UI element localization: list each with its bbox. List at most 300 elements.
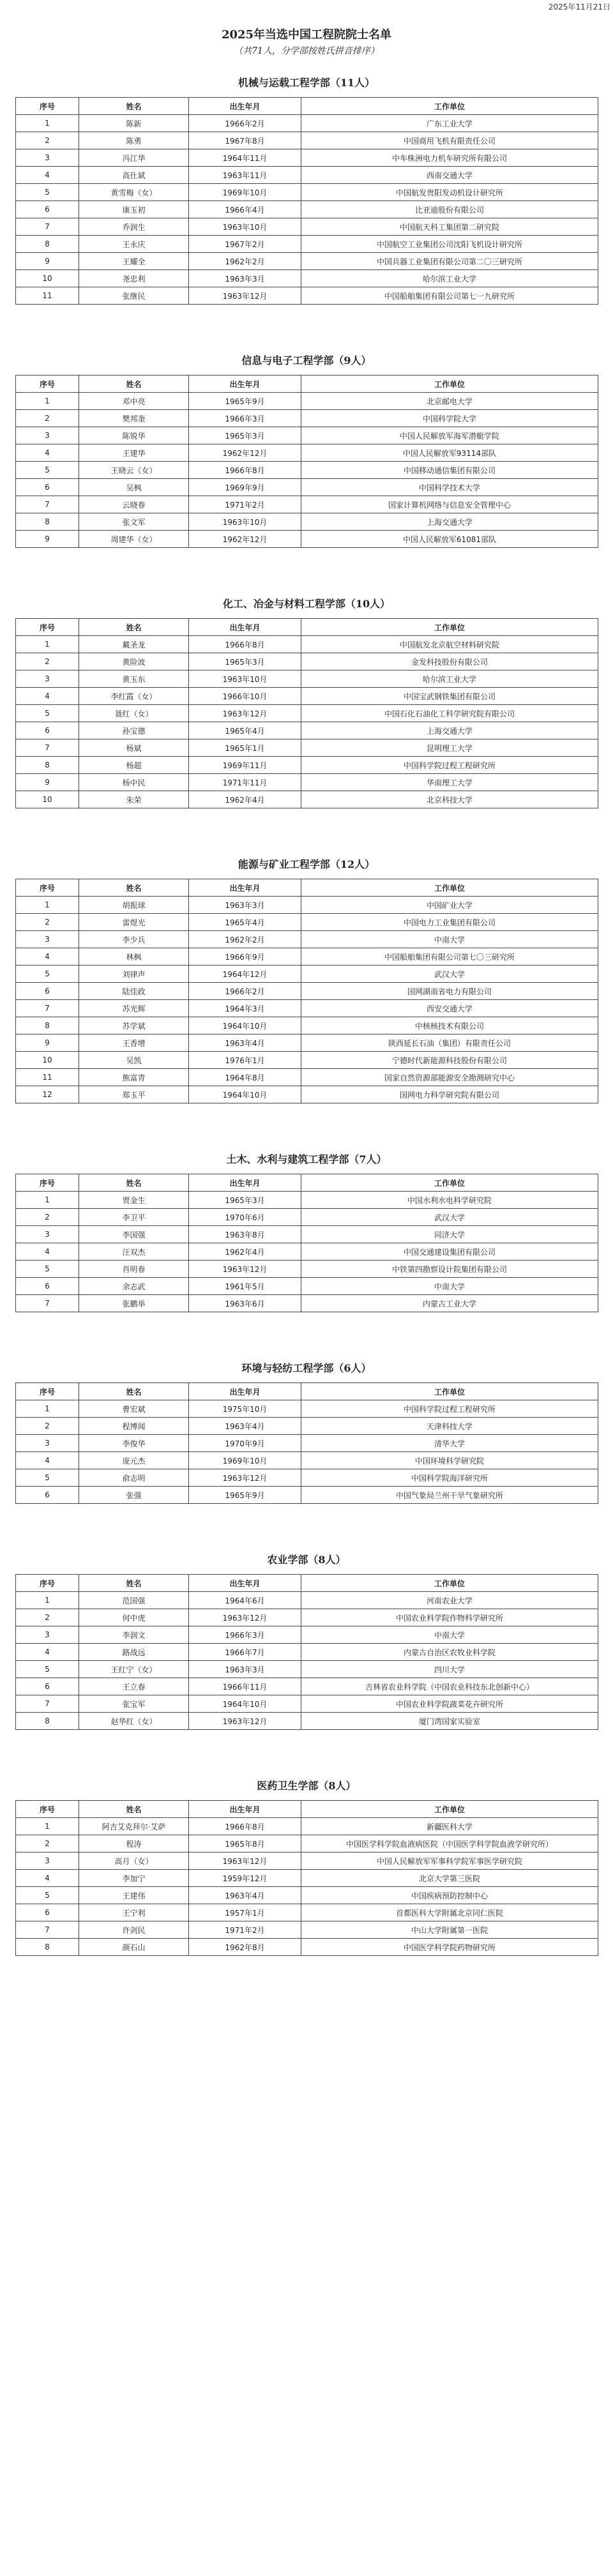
- cell-employer: 天津科技大学: [301, 1418, 598, 1435]
- cell-index: 4: [16, 1644, 79, 1661]
- table-row: [16, 1086, 598, 1103]
- cell-name: 张鹏举: [79, 1295, 189, 1312]
- cell-employer: 中国石化石油化工科学研究院有限公司: [301, 705, 598, 722]
- cell-index: 1: [16, 636, 79, 653]
- table-row: [16, 1435, 598, 1452]
- cell-birth: 1963年10月: [189, 671, 301, 688]
- table-row: [16, 1695, 598, 1713]
- cell-name: 王香增: [79, 1034, 189, 1052]
- table-row: [16, 236, 598, 253]
- cell-name: 李卫平: [79, 1209, 189, 1226]
- cell-index: 6: [16, 722, 79, 739]
- cell-index: 7: [16, 739, 79, 757]
- cell-index: 7: [16, 496, 79, 513]
- section-title: 环境与轻纺工程学部（6人）: [241, 1362, 372, 1374]
- cell-name: 刘律声: [79, 966, 189, 983]
- cell-name: 孙宝德: [79, 722, 189, 739]
- cell-name: 王建伟: [79, 1887, 189, 1904]
- header-employer: 工作单位: [301, 1801, 598, 1818]
- header-birth: 出生年月: [189, 375, 301, 393]
- cell-employer: 中南大学: [301, 1626, 598, 1644]
- cell-birth: 1963年12月: [189, 1713, 301, 1730]
- cell-name: 尧忠利: [79, 270, 189, 287]
- cell-employer: 中国人民解放军军事科学院军事医学研究院: [301, 1852, 598, 1870]
- cell-employer: 中国农业科学院作物科学研究所: [301, 1609, 598, 1626]
- cell-employer: 中铁第四勘察设计院集团有限公司: [301, 1261, 598, 1278]
- table-row: [16, 671, 598, 688]
- cell-employer: 西南交通大学: [301, 167, 598, 184]
- cell-birth: 1963年12月: [189, 1609, 301, 1626]
- cell-index: 12: [16, 1086, 79, 1103]
- cell-name: 李俊华: [79, 1435, 189, 1452]
- header-employer: 工作单位: [301, 879, 598, 897]
- cell-employer: 中国人民解放军93114部队: [301, 444, 598, 462]
- cell-birth: 1959年12月: [189, 1870, 301, 1887]
- table-row: [16, 531, 598, 548]
- cell-birth: 1963年3月: [189, 270, 301, 287]
- section-title: 能源与矿业工程学部（12人）: [238, 858, 375, 870]
- cell-birth: 1975年10月: [189, 1400, 301, 1418]
- cell-birth: 1962年8月: [189, 1939, 301, 1956]
- cell-employer: 中国宝武钢铁集团有限公司: [301, 688, 598, 705]
- table-row: [16, 1034, 598, 1052]
- cell-employer: 陕西延长石油（集团）有限责任公司: [301, 1034, 598, 1052]
- cell-index: 9: [16, 1034, 79, 1052]
- cell-birth: 1965年4月: [189, 914, 301, 931]
- header-birth: 出生年月: [189, 98, 301, 115]
- cell-index: 3: [16, 1226, 79, 1243]
- table-row: [16, 132, 598, 149]
- cell-birth: 1963年6月: [189, 1295, 301, 1312]
- cell-index: 3: [16, 1852, 79, 1870]
- cell-name: 郑玉平: [79, 1086, 189, 1103]
- cell-index: 1: [16, 897, 79, 914]
- cell-name: 李润文: [79, 1626, 189, 1644]
- cell-birth: 1971年2月: [189, 1921, 301, 1939]
- cell-birth: 1962年4月: [189, 1243, 301, 1261]
- cell-employer: 中国气象局兰州干旱气象研究所: [301, 1487, 598, 1504]
- cell-birth: 1962年2月: [189, 253, 301, 270]
- cell-birth: 1962年4月: [189, 791, 301, 808]
- cell-birth: 1965年3月: [189, 427, 301, 444]
- cell-index: 8: [16, 1713, 79, 1730]
- cell-birth: 1966年2月: [189, 983, 301, 1000]
- cell-name: 许剑民: [79, 1921, 189, 1939]
- table-row: [16, 149, 598, 167]
- cell-index: 2: [16, 653, 79, 671]
- cell-birth: 1967年2月: [189, 236, 301, 253]
- table-header-row: [16, 619, 598, 636]
- cell-birth: 1964年10月: [189, 1086, 301, 1103]
- cell-index: 5: [16, 1261, 79, 1278]
- cell-name: 王建华: [79, 444, 189, 462]
- cell-birth: 1964年3月: [189, 1000, 301, 1017]
- cell-birth: 1971年2月: [189, 496, 301, 513]
- table-row: [16, 115, 598, 132]
- cell-index: 2: [16, 1835, 79, 1852]
- table-row: [16, 1400, 598, 1418]
- cell-index: 5: [16, 966, 79, 983]
- cell-birth: 1969年9月: [189, 479, 301, 496]
- document-title: 2025年当选中国工程院院士名单: [221, 28, 392, 42]
- cell-birth: 1962年12月: [189, 444, 301, 462]
- cell-index: 4: [16, 1243, 79, 1261]
- cell-employer: 武汉大学: [301, 966, 598, 983]
- header-name: 姓名: [79, 1174, 189, 1192]
- cell-name: 熊富青: [79, 1069, 189, 1086]
- cell-name: 戴圣龙: [79, 636, 189, 653]
- table-row: [16, 270, 598, 287]
- cell-name: 阿吉艾克拜尔·艾萨: [79, 1818, 189, 1835]
- cell-birth: 1962年2月: [189, 931, 301, 948]
- cell-index: 4: [16, 688, 79, 705]
- cell-name: 王耀全: [79, 253, 189, 270]
- cell-index: 9: [16, 253, 79, 270]
- table-row: [16, 791, 598, 808]
- cell-birth: 1966年3月: [189, 410, 301, 427]
- section-title: 农业学部（8人）: [267, 1554, 346, 1566]
- cell-employer: 中国矿业大学: [301, 897, 598, 914]
- header-employer: 工作单位: [301, 1174, 598, 1192]
- cell-index: 11: [16, 1069, 79, 1086]
- cell-birth: 1966年2月: [189, 115, 301, 132]
- section-title: 土木、水利与建筑工程学部（7人）: [226, 1153, 387, 1165]
- cell-birth: 1963年4月: [189, 1418, 301, 1435]
- table-row: [16, 1052, 598, 1069]
- table-row: [16, 1887, 598, 1904]
- cell-employer: 中国航天科工集团第二研究院: [301, 218, 598, 236]
- cell-index: 10: [16, 270, 79, 287]
- header-name: 姓名: [79, 98, 189, 115]
- header-employer: 工作单位: [301, 619, 598, 636]
- cell-employer: 中山大学附属第一医院: [301, 1921, 598, 1939]
- cell-name: 樊邦奎: [79, 410, 189, 427]
- cell-birth: 1963年12月: [189, 287, 301, 305]
- cell-employer: 北京科技大学: [301, 791, 598, 808]
- cell-name: 何中虎: [79, 1609, 189, 1626]
- table-row: [16, 201, 598, 218]
- table-row: [16, 1921, 598, 1939]
- cell-birth: 1966年8月: [189, 636, 301, 653]
- cell-index: 4: [16, 444, 79, 462]
- cell-name: 王晓云（女）: [79, 462, 189, 479]
- sections-container: [0, 57, 613, 1956]
- table-header-row: [16, 1801, 598, 1818]
- cell-birth: 1965年4月: [189, 722, 301, 739]
- cell-index: 1: [16, 393, 79, 410]
- section-title: 机械与运载工程学部（11人）: [238, 77, 375, 89]
- table-row: [16, 757, 598, 774]
- cell-employer: 北京邮电大学: [301, 393, 598, 410]
- cell-employer: 西安交通大学: [301, 1000, 598, 1017]
- table-row: [16, 1209, 598, 1226]
- cell-index: 11: [16, 287, 79, 305]
- cell-name: 吴枫: [79, 479, 189, 496]
- cell-birth: 1964年12月: [189, 966, 301, 983]
- cell-employer: 哈尔滨工业大学: [301, 671, 598, 688]
- table-row: [16, 462, 598, 479]
- cell-index: 3: [16, 931, 79, 948]
- cell-index: 8: [16, 1017, 79, 1034]
- table-row: [16, 966, 598, 983]
- cell-name: 俞志明: [79, 1469, 189, 1487]
- cell-birth: 1961年5月: [189, 1278, 301, 1295]
- cell-employer: 国家计算机网络与信息安全管理中心: [301, 496, 598, 513]
- cell-name: 高月（女）: [79, 1852, 189, 1870]
- cell-employer: 比亚迪股份有限公司: [301, 201, 598, 218]
- table-row: [16, 739, 598, 757]
- header-birth: 出生年月: [189, 619, 301, 636]
- cell-employer: 上海交通大学: [301, 513, 598, 531]
- header-employer: 工作单位: [301, 1383, 598, 1400]
- cell-employer: 中国船舶集团有限公司第七〇三研究所: [301, 948, 598, 966]
- table-row: [16, 774, 598, 791]
- roster-table: [15, 375, 598, 548]
- table-row: [16, 1069, 598, 1086]
- cell-index: 4: [16, 948, 79, 966]
- cell-birth: 1969年11月: [189, 757, 301, 774]
- cell-employer: 四川大学: [301, 1661, 598, 1678]
- cell-name: 王红宁（女）: [79, 1661, 189, 1678]
- cell-index: 6: [16, 201, 79, 218]
- table-row: [16, 253, 598, 270]
- cell-index: 9: [16, 774, 79, 791]
- cell-index: 7: [16, 1695, 79, 1713]
- cell-birth: 1963年12月: [189, 705, 301, 722]
- table-row: [16, 1261, 598, 1278]
- cell-birth: 1965年3月: [189, 1192, 301, 1209]
- table-row: [16, 444, 598, 462]
- header-name: 姓名: [79, 375, 189, 393]
- cell-name: 苏学斌: [79, 1017, 189, 1034]
- cell-name: 李少兵: [79, 931, 189, 948]
- cell-name: 庞元杰: [79, 1452, 189, 1469]
- cell-name: 曹宏斌: [79, 1400, 189, 1418]
- cell-index: 2: [16, 410, 79, 427]
- table-header-row: [16, 879, 598, 897]
- section-7: [15, 1546, 613, 1730]
- cell-name: 黄玉东: [79, 671, 189, 688]
- table-row: [16, 1295, 598, 1312]
- cell-index: 3: [16, 1435, 79, 1452]
- cell-employer: 同济大学: [301, 1226, 598, 1243]
- section-6: [15, 1354, 613, 1504]
- cell-birth: 1963年10月: [189, 218, 301, 236]
- section-title: 医药卫生学部（8人）: [257, 1780, 356, 1792]
- table-row: [16, 1278, 598, 1295]
- header-index: 序号: [16, 1174, 79, 1192]
- cell-employer: 中国交通建设集团有限公司: [301, 1243, 598, 1261]
- header-index: 序号: [16, 1383, 79, 1400]
- roster-table: [15, 879, 598, 1103]
- cell-employer: 内蒙古工业大学: [301, 1295, 598, 1312]
- cell-birth: 1963年11月: [189, 167, 301, 184]
- cell-index: 6: [16, 1904, 79, 1921]
- cell-index: 7: [16, 1295, 79, 1312]
- cell-birth: 1964年10月: [189, 1017, 301, 1034]
- table-row: [16, 1418, 598, 1435]
- table-row: [16, 479, 598, 496]
- cell-name: 张宝军: [79, 1695, 189, 1713]
- cell-birth: 1963年10月: [189, 513, 301, 531]
- cell-employer: 中国科学院过程工程研究所: [301, 1400, 598, 1418]
- cell-birth: 1967年8月: [189, 132, 301, 149]
- table-row: [16, 1678, 598, 1695]
- cell-birth: 1965年9月: [189, 393, 301, 410]
- section-3: [15, 590, 613, 808]
- cell-name: 乔润生: [79, 218, 189, 236]
- table-row: [16, 1818, 598, 1835]
- table-row: [16, 1243, 598, 1261]
- header-name: 姓名: [79, 879, 189, 897]
- cell-employer: 华南理工大学: [301, 774, 598, 791]
- cell-index: 5: [16, 705, 79, 722]
- cell-name: 胡振球: [79, 897, 189, 914]
- cell-index: 6: [16, 479, 79, 496]
- section-4: [15, 851, 613, 1103]
- cell-name: 肖明春: [79, 1261, 189, 1278]
- cell-name: 路战远: [79, 1644, 189, 1661]
- cell-index: 3: [16, 671, 79, 688]
- cell-birth: 1971年11月: [189, 774, 301, 791]
- cell-employer: 新疆医科大学: [301, 1818, 598, 1835]
- section-title: 信息与电子工程学部（9人）: [241, 354, 372, 367]
- cell-employer: 哈尔滨工业大学: [301, 270, 598, 287]
- table-row: [16, 1226, 598, 1243]
- cell-birth: 1976年1月: [189, 1052, 301, 1069]
- cell-name: 赵华红（女）: [79, 1713, 189, 1730]
- cell-name: 李国强: [79, 1226, 189, 1243]
- cell-index: 2: [16, 914, 79, 931]
- cell-employer: 国网湖南省电力有限公司: [301, 983, 598, 1000]
- header-index: 序号: [16, 98, 79, 115]
- cell-index: 7: [16, 218, 79, 236]
- cell-name: 邓中亮: [79, 393, 189, 410]
- cell-index: 1: [16, 1592, 79, 1609]
- cell-employer: 中国农业科学院蔬菜花卉研究所: [301, 1695, 598, 1713]
- cell-index: 6: [16, 1678, 79, 1695]
- cell-employer: 中国科学院海洋研究所: [301, 1469, 598, 1487]
- header-name: 姓名: [79, 1801, 189, 1818]
- table-row: [16, 1626, 598, 1644]
- cell-employer: 中国人民解放军61081部队: [301, 531, 598, 548]
- cell-index: 3: [16, 149, 79, 167]
- section-title: 化工、冶金与材料工程学部（10人）: [222, 598, 391, 610]
- cell-name: 王永庆: [79, 236, 189, 253]
- cell-employer: 中国商用飞机有限责任公司: [301, 132, 598, 149]
- cell-name: 贾金生: [79, 1192, 189, 1209]
- cell-birth: 1962年12月: [189, 531, 301, 548]
- cell-employer: 武汉大学: [301, 1209, 598, 1226]
- cell-employer: 厦门湾国家实验室: [301, 1713, 598, 1730]
- roster-table: [15, 1800, 598, 1956]
- cell-name: 吴凯: [79, 1052, 189, 1069]
- header-birth: 出生年月: [189, 1174, 301, 1192]
- header-birth: 出生年月: [189, 1575, 301, 1592]
- header-employer: 工作单位: [301, 1575, 598, 1592]
- header-birth: 出生年月: [189, 1383, 301, 1400]
- cell-employer: 中车株洲电力机车研究所有限公司: [301, 149, 598, 167]
- cell-name: 云晓春: [79, 496, 189, 513]
- table-row: [16, 513, 598, 531]
- table-header-row: [16, 1174, 598, 1192]
- cell-birth: 1970年9月: [189, 1435, 301, 1452]
- cell-employer: 清华大学: [301, 1435, 598, 1452]
- cell-birth: 1963年3月: [189, 1661, 301, 1678]
- cell-index: 6: [16, 1487, 79, 1504]
- cell-name: 杨超: [79, 757, 189, 774]
- roster-table: [15, 1574, 598, 1730]
- cell-index: 1: [16, 1192, 79, 1209]
- cell-employer: 河南农业大学: [301, 1592, 598, 1609]
- table-row: [16, 1852, 598, 1870]
- header-employer: 工作单位: [301, 375, 598, 393]
- table-row: [16, 931, 598, 948]
- cell-employer: 中国科学技术大学: [301, 479, 598, 496]
- cell-employer: 中核核技术有限公司: [301, 1017, 598, 1034]
- table-row: [16, 636, 598, 653]
- table-row: [16, 1192, 598, 1209]
- cell-name: 康玉初: [79, 201, 189, 218]
- cell-birth: 1966年11月: [189, 1678, 301, 1695]
- section-8: [15, 1772, 613, 1956]
- cell-birth: 1966年10月: [189, 688, 301, 705]
- cell-index: 3: [16, 1626, 79, 1644]
- cell-index: 1: [16, 115, 79, 132]
- section-2: [15, 347, 613, 548]
- cell-birth: 1963年12月: [189, 1469, 301, 1487]
- cell-employer: 中国科学院过程工程研究所: [301, 757, 598, 774]
- cell-birth: 1966年7月: [189, 1644, 301, 1661]
- cell-employer: 吉林省农业科学院（中国农业科技东北创新中心）: [301, 1678, 598, 1695]
- cell-index: 2: [16, 132, 79, 149]
- table-row: [16, 1904, 598, 1921]
- cell-birth: 1964年11月: [189, 149, 301, 167]
- cell-birth: 1957年1月: [189, 1904, 301, 1921]
- cell-name: 杨斌: [79, 739, 189, 757]
- table-row: [16, 983, 598, 1000]
- cell-index: 2: [16, 1609, 79, 1626]
- header-employer: 工作单位: [301, 98, 598, 115]
- cell-employer: 中国移动通信集团有限公司: [301, 462, 598, 479]
- cell-name: 苏光辉: [79, 1000, 189, 1017]
- cell-employer: 中国船舶集团有限公司第七一九研究所: [301, 287, 598, 305]
- cell-employer: 中国环境科学研究院: [301, 1452, 598, 1469]
- cell-name: 朱荣: [79, 791, 189, 808]
- cell-index: 7: [16, 1000, 79, 1017]
- date-stamp: 2025年11月21日: [548, 3, 610, 11]
- cell-employer: 中国航发贵阳发动机设计研究所: [301, 184, 598, 201]
- cell-birth: 1965年9月: [189, 1487, 301, 1504]
- cell-employer: 中国电力工业集团有限公司: [301, 914, 598, 931]
- cell-index: 2: [16, 1418, 79, 1435]
- table-row: [16, 393, 598, 410]
- cell-index: 8: [16, 236, 79, 253]
- table-row: [16, 1592, 598, 1609]
- table-row: [16, 705, 598, 722]
- roster-table: [15, 97, 598, 305]
- table-row: [16, 1939, 598, 1956]
- cell-birth: 1966年8月: [189, 462, 301, 479]
- cell-employer: 广东工业大学: [301, 115, 598, 132]
- cell-name: 聂红（女）: [79, 705, 189, 722]
- header-name: 姓名: [79, 1575, 189, 1592]
- cell-birth: 1963年4月: [189, 1034, 301, 1052]
- cell-index: 7: [16, 1921, 79, 1939]
- cell-index: 8: [16, 513, 79, 531]
- cell-index: 6: [16, 1278, 79, 1295]
- cell-employer: 中南大学: [301, 1278, 598, 1295]
